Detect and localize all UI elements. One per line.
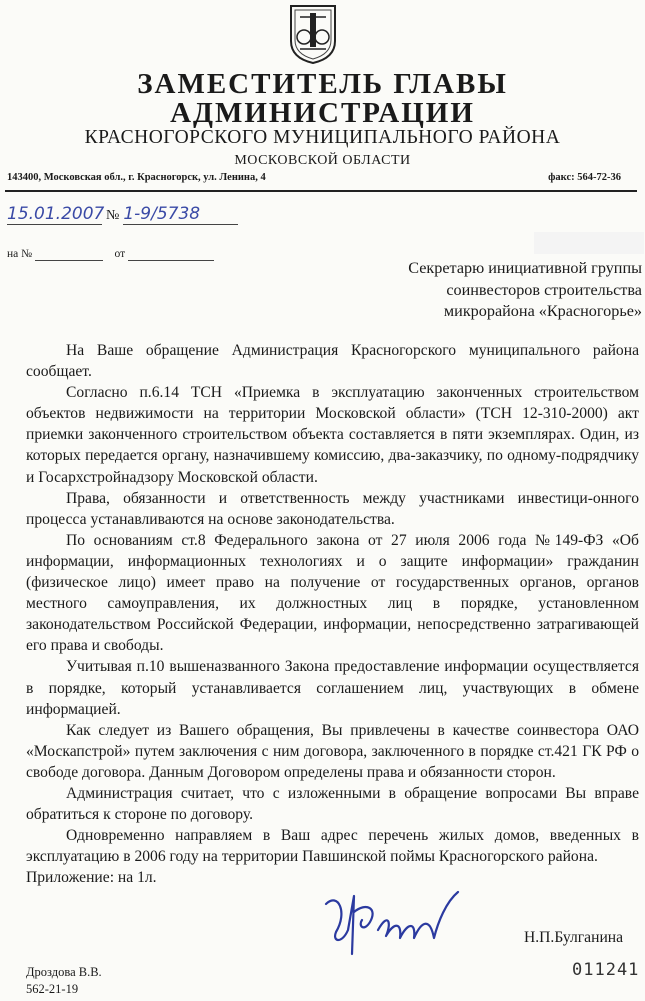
reference-no-label: на № [7, 248, 33, 260]
executor-name: Дроздова В.В. [26, 965, 102, 979]
paragraph-7: Администрация считает, что с изложенными в обращение вопросами Вы вправе обратиться к стороне по договору. [26, 784, 639, 824]
header-title-line1: ЗАМЕСТИТЕЛЬ ГЛАВЫ [137, 68, 508, 100]
attachment-note: Приложение: на 1л. [26, 869, 157, 887]
header-fax: факс: 564-72-36 [548, 172, 621, 183]
addressee-line3: микрорайона «Красногорье» [443, 302, 642, 320]
reference-line [7, 248, 214, 261]
outgoing-no-label: № [106, 208, 120, 223]
redacted-area [534, 232, 644, 254]
handwritten-signature [318, 882, 468, 967]
coat-of-arms-emblem [288, 3, 338, 65]
outgoing-number: 1-9/5738 [123, 204, 238, 225]
outgoing-date: 15.01.2007 [7, 204, 105, 224]
header-region: МОСКОВСКОЙ ОБЛАСТИ [234, 153, 411, 168]
reference-date-blank [128, 248, 214, 261]
header-divider [5, 190, 637, 192]
header-address: 143400, Московская обл., г. Красногорск, ул. Ленина, 4 [7, 172, 266, 183]
signatory-name: Н.П.Булганина [524, 929, 624, 946]
executor-phone: 562-21-19 [26, 982, 79, 996]
reference-from-label: от [114, 248, 126, 260]
reference-number-blank [35, 248, 103, 261]
header-title-line2: АДМИНИСТРАЦИИ [170, 97, 475, 129]
outgoing-number-line [7, 204, 238, 225]
paragraph-2: Согласно п.6.14 ТСН «Приемка в эксплуатацию законченных строительством объектов недвижимости на территории Московской области» (ТСН 12-310-2000) акт приемки законченного строительством объекта составляется в пяти экземплярах. Один, из которых передается органу, назначившему комиссию, два-заказчику, по одному-подрядчику и Госархстройнадзору Московской области. [26, 384, 639, 486]
paragraph-4: По основаниям ст.8 Федерального закона от 27 июля 2006 года №149-ФЗ «Об информации, информационных технологиях и о защите информации» гражданин (физическое лицо) имеет право на получение от государственных органов, органов местного самоуправления, их должностных лиц в порядке, установленном законодательством Российской Федерации, информации, непосредственно затрагивающей его права и свободы. [26, 531, 639, 655]
letter-body [26, 340, 639, 888]
paragraph-8: Одновременно направляем в Ваш адрес перечень жилых домов, введенных в эксплуатацию в 2006 году на территории Павшинской поймы Красногорского района. [26, 827, 639, 866]
addressee-line2: соинвесторов строительства [446, 280, 642, 299]
addressee-line1: Секретарю инициативной группы [408, 259, 642, 277]
paragraph-5: Учитывая п.10 вышеназванного Закона предоставление информации осуществляется в порядке, который устанавливается соглашением лиц, участвующих в обмене информацией. [26, 658, 639, 718]
addressee-block [380, 258, 642, 323]
serial-number-stamp: 011241 [572, 960, 640, 980]
header-district: КРАСНОГОРСКОГО МУНИЦИПАЛЬНОГО РАЙОНА [84, 127, 561, 148]
paragraph-1: На Ваше обращение Администрация Красногорского муниципального района сообщает. [26, 342, 639, 381]
paragraph-6: Как следует из Вашего обращения, Вы привлечены в качестве соинвестора ОАО «Москапстрой» путем заключения с ним договора, заключенного в порядке ст.421 ГК РФ о свободе договора. Данным Договором определены права и обязанности сторон. [26, 721, 639, 781]
paragraph-3: Права, обязанности и ответственность между участниками инвестици-онного процесса устанавливаются на основе законодательства. [26, 489, 639, 528]
